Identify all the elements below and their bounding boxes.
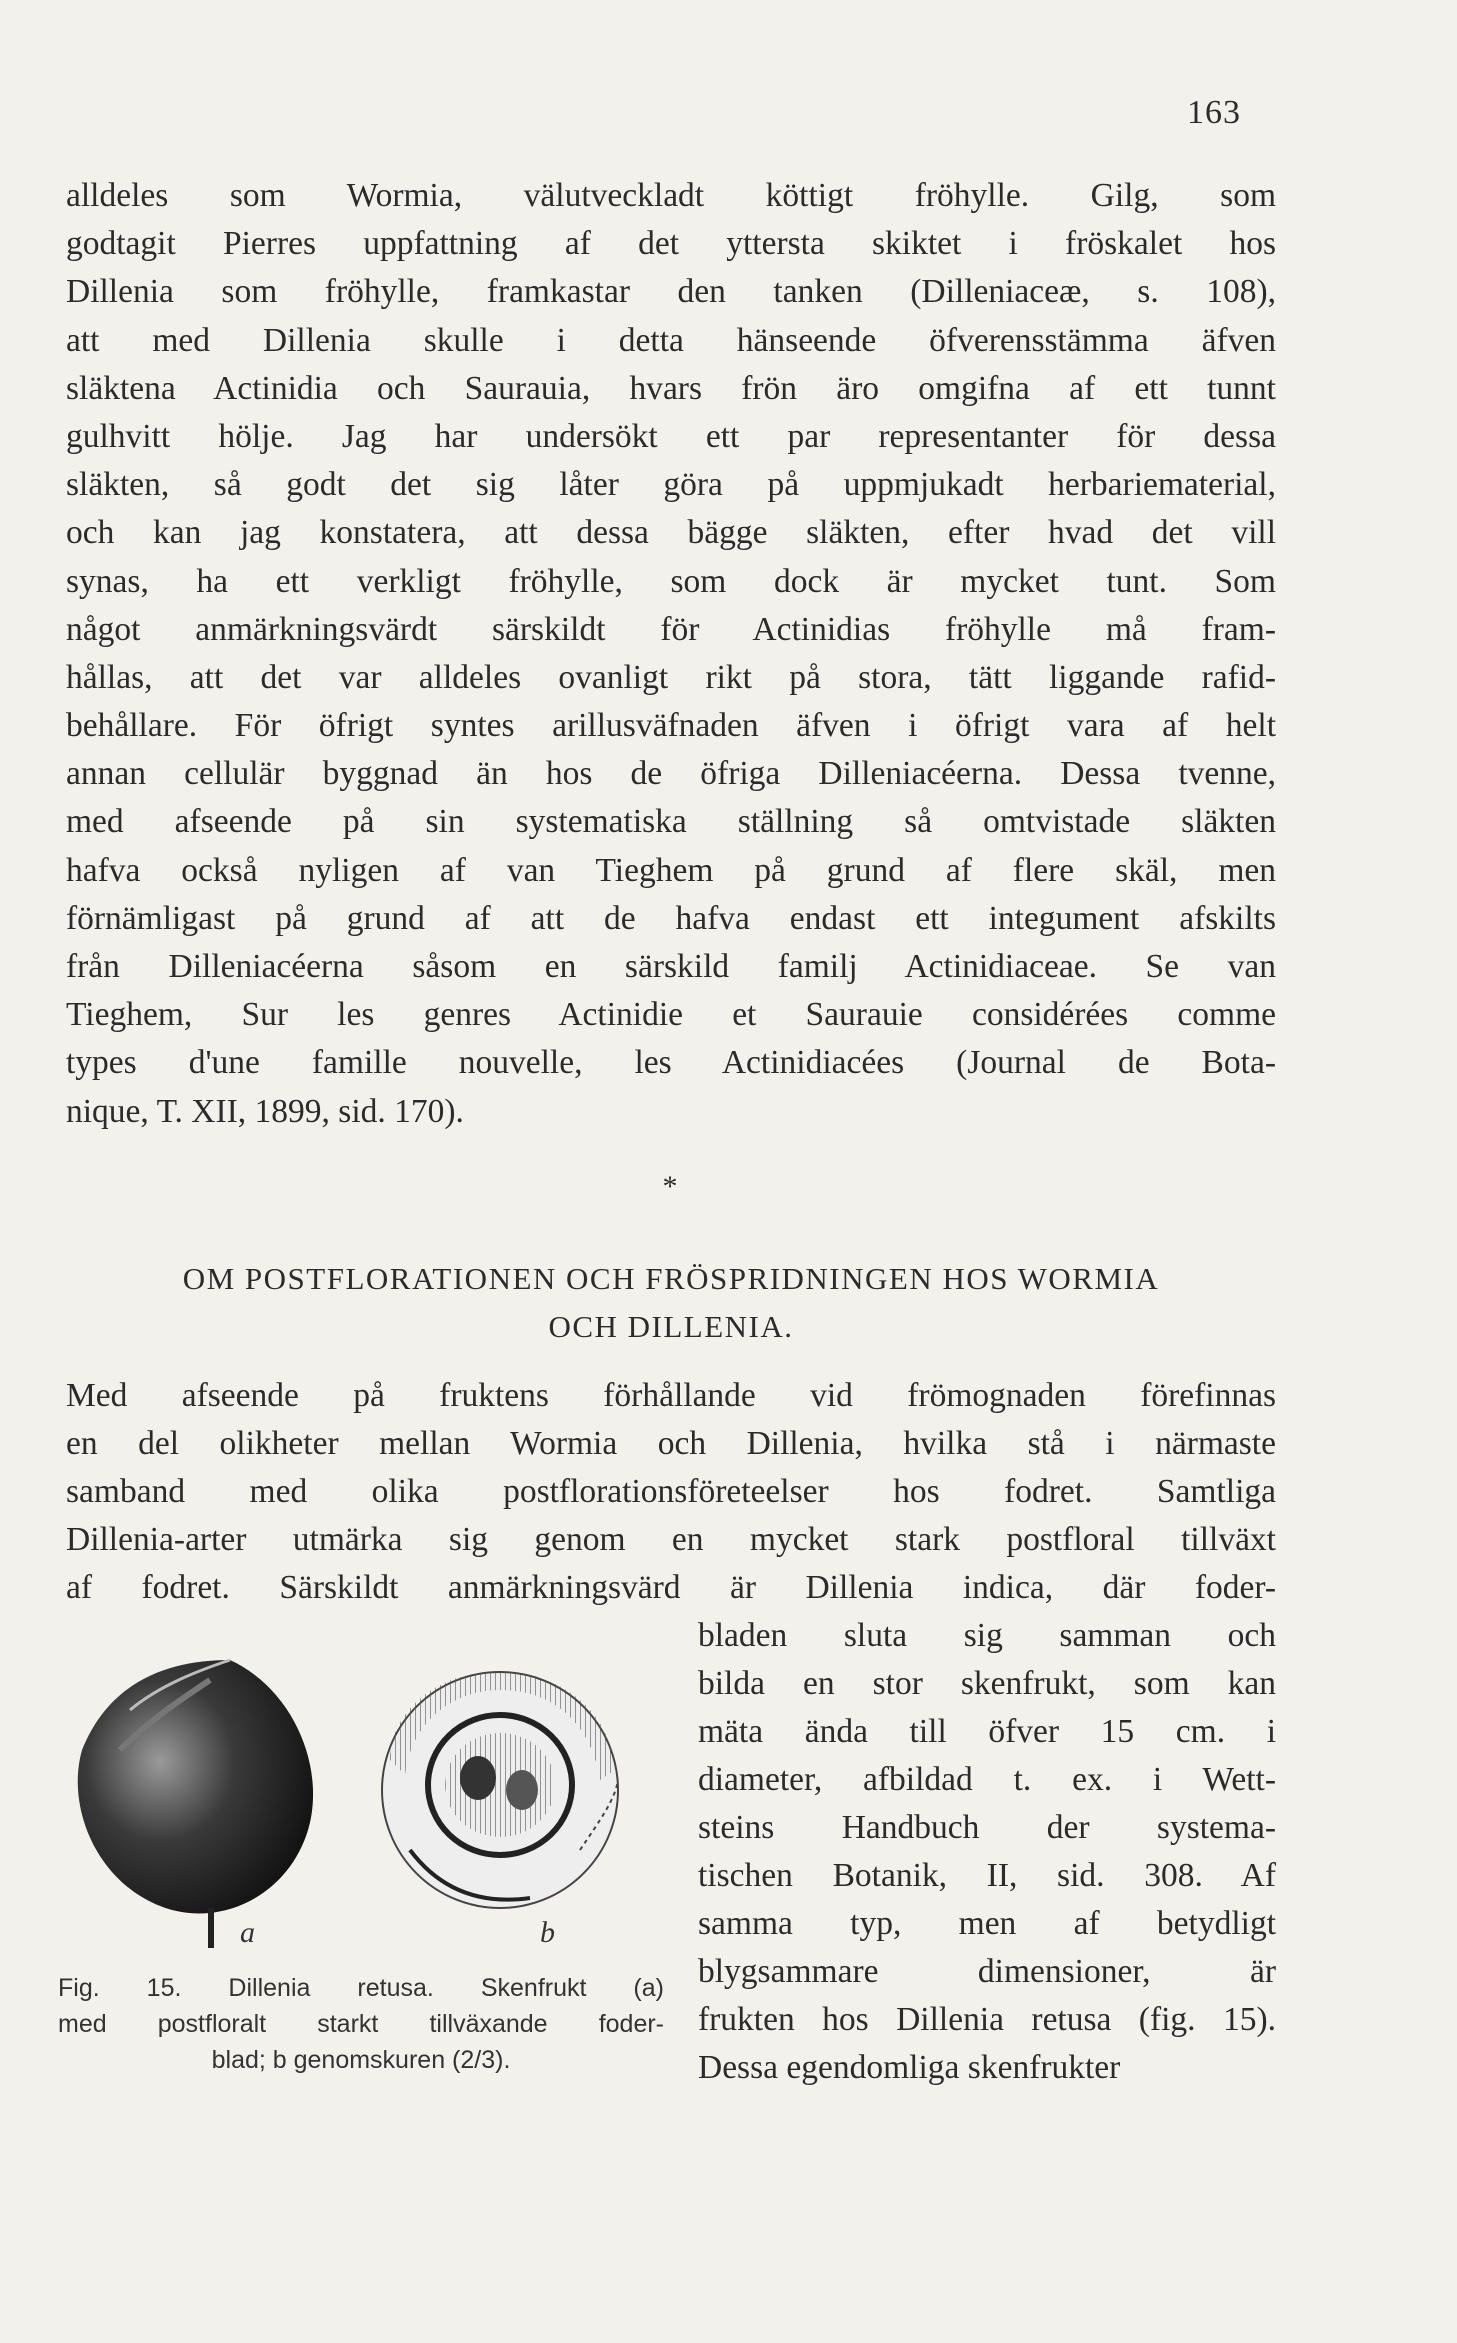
text-line: släktena Actinidia och Saurauia, hvars frön äro omgifna af ett tunnt — [66, 369, 1276, 407]
text-line: att med Dillenia skulle i detta hänseende öfverensstämma äfven — [66, 321, 1276, 359]
paragraph-2 — [66, 1372, 1276, 1612]
text-line: något anmärkningsvärdt särskildt för Actinidias fröhylle må fram- — [66, 610, 1276, 648]
paragraph-1 — [66, 172, 1276, 1136]
text-line: synas, ha ett verkligt fröhylle, som dock är mycket tunt. Som — [66, 562, 1276, 600]
text-line: gulhvitt hölje. Jag har undersökt ett par representanter för dessa — [66, 417, 1276, 455]
text-line: släkten, så godt det sig låter göra på uppmjukadt herbariematerial, — [66, 466, 1276, 504]
text-line: från Dilleniacéerna såsom en särskild familj Actinidiaceae. Se van — [66, 948, 1276, 985]
figure-15 — [60, 1640, 670, 1970]
text-line: samma typ, men af betydligt — [698, 1905, 1276, 1942]
heading-line: OCH DILLENIA. — [548, 1309, 794, 1344]
text-line: Med afseende på fruktens förhållande vid frömognaden förefinnas — [66, 1377, 1276, 1414]
fruit-b-section — [382, 1672, 618, 1908]
text-line: tischen Botanik, II, sid. 308. Af — [698, 1857, 1276, 1894]
text-line: Tieghem, Sur les genres Actinidie et Saurauie considérées comme — [66, 996, 1276, 1034]
text-line: steins Handbuch der systema- — [698, 1809, 1276, 1846]
figure-label-b: b — [540, 1916, 555, 1949]
fruit-illustration — [60, 1640, 670, 1970]
text-line: behållare. För öfrigt syntes arillusväfnaden äfven i öfrigt vara af helt — [66, 707, 1276, 745]
figure-caption — [58, 1970, 664, 2078]
section-heading — [66, 1255, 1276, 1351]
caption-line: blad; b genomskuren (2/3). — [211, 2046, 511, 2074]
text-line: frukten hos Dillenia retusa (fig. 15). — [698, 2001, 1276, 2038]
text-line: med afseende på sin systematiska ställning så omtvistade släkten — [66, 803, 1276, 841]
text-line: godtagit Pierres uppfattning af det yttersta skiktet i fröskalet hos — [66, 225, 1276, 263]
page-number: 163 — [1187, 94, 1241, 131]
text-line: en del olikheter mellan Wormia och Dillenia, hvilka stå i närmaste — [66, 1425, 1276, 1462]
text-line: bilda en stor skenfrukt, som kan — [698, 1665, 1276, 1702]
fruit-a-whole — [78, 1660, 313, 1948]
heading-line: OM POSTFLORATIONEN OCH FRÖSPRIDNINGEN HOS WORMIA — [182, 1261, 1160, 1296]
text-line: af fodret. Särskildt anmärkningsvärd är Dillenia indica, där foder- — [66, 1569, 1276, 1606]
text-line: och kan jag konstatera, att dessa bägge släkten, efter hvad det vill — [66, 514, 1276, 552]
text-line: Dessa egendomliga skenfrukter — [698, 2049, 1121, 2086]
text-line: alldeles som Wormia, välutveckladt köttigt fröhylle. Gilg, som — [66, 177, 1276, 214]
text-line: samband med olika postflorationsföreteelser hos fodret. Samtliga — [66, 1473, 1276, 1510]
figure-label-a: a — [240, 1916, 255, 1949]
text-line: blygsammare dimensioner, är — [698, 1953, 1276, 1990]
text-line: förnämligast på grund af att de hafva endast ett integument afskilts — [66, 899, 1276, 937]
text-line: annan cellulär byggnad än hos de öfriga Dilleniacéerna. Dessa tvenne, — [66, 755, 1276, 793]
text-line: types d'une famille nouvelle, les Actinidiacées (Journal de Bota- — [66, 1044, 1276, 1082]
text-line: Dillenia som fröhylle, framkastar den tanken (Dilleniaceæ, s. 108), — [66, 273, 1276, 311]
text-line: nique, T. XII, 1899, sid. 170). — [66, 1092, 464, 1130]
caption-line: med postfloralt starkt tillväxande foder- — [58, 2010, 664, 2038]
paragraph-2-right-column — [698, 1612, 1276, 2092]
text-line: Dillenia-arter utmärka sig genom en mycket stark postfloral tillväxt — [66, 1521, 1276, 1558]
text-line: hållas, att det var alldeles ovanligt rikt på stora, tätt liggande rafid- — [66, 658, 1276, 696]
text-line: diameter, afbildad t. ex. i Wett- — [698, 1761, 1276, 1798]
text-line: hafva också nyligen af van Tieghem på grund af flere skäl, men — [66, 851, 1276, 889]
text-line: bladen sluta sig samman och — [698, 1617, 1276, 1654]
caption-line: Fig. 15. Dillenia retusa. Skenfrukt (a) — [58, 1974, 664, 2002]
section-divider-asterisk: * — [662, 1170, 678, 1203]
text-line: mäta ända till öfver 15 cm. i — [698, 1713, 1276, 1750]
